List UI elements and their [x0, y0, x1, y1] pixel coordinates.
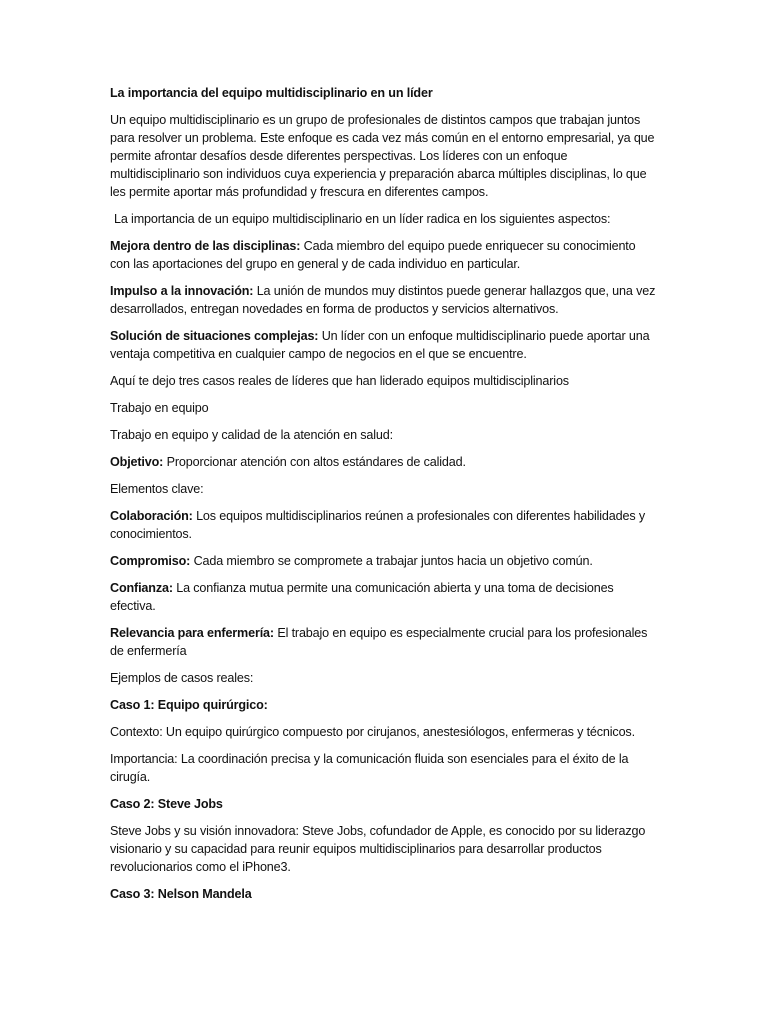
case2-text: Steve Jobs y su visión innovadora: Steve Jobs, cofundador de Apple, es conocido por su liderazgo visionario y su capacidad para reunir equipos multidisciplinarios para desarrollar productos revolucionarios como el iPhone3.	[110, 824, 646, 874]
aspect-paragraph-solutions	[110, 327, 658, 363]
key-element-text: Los equipos multidisciplinarios reúnen a profesionales con diferentes habilidades y conocimientos.	[110, 509, 645, 541]
key-element-nursing	[110, 624, 658, 660]
objective-label: Objetivo:	[110, 455, 164, 469]
key-element-label: Colaboración:	[110, 509, 193, 523]
key-element-label: Relevancia para enfermería:	[110, 626, 274, 640]
aspects-intro-paragraph: La importancia de un equipo multidisciplinario en un líder radica en los siguientes aspectos:	[114, 212, 611, 226]
case1-heading: Caso 1: Equipo quirúrgico:	[110, 698, 268, 712]
aspect-label: Solución de situaciones complejas:	[110, 329, 319, 343]
objective-text: Proporcionar atención con altos estándares de calidad.	[163, 455, 466, 469]
key-element-text: La confianza mutua permite una comunicación abierta y una toma de decisiones efectiva.	[110, 581, 614, 613]
document-body	[110, 84, 658, 912]
teamwork-health-paragraph: Trabajo en equipo y calidad de la atención en salud:	[110, 428, 393, 442]
aspect-text: Cada miembro del equipo puede enriquecer su conocimiento con las aportaciones del grupo en general y de cada individuo en particular.	[110, 239, 636, 271]
key-element-trust	[110, 579, 658, 615]
cases-intro-paragraph: Aquí te dejo tres casos reales de líderes que han liderado equipos multidisciplinarios	[110, 374, 569, 388]
aspect-paragraph-innovation	[110, 282, 658, 318]
key-element-commitment	[110, 552, 658, 570]
case1-importance: Importancia: La coordinación precisa y la comunicación fluida son esenciales para el éxito de la cirugía.	[110, 752, 629, 784]
aspect-text: La unión de mundos muy distintos puede generar hallazgos que, una vez desarrollados, entregan novedades en forma de productos y servicios alternativos.	[110, 284, 656, 316]
case2-heading: Caso 2: Steve Jobs	[110, 797, 223, 811]
key-element-label: Compromiso:	[110, 554, 191, 568]
key-element-label: Confianza:	[110, 581, 173, 595]
objective-paragraph	[110, 453, 658, 471]
intro-paragraph: Un equipo multidisciplinario es un grupo de profesionales de distintos campos que trabajan juntos para resolver un problema. Este enfoque es cada vez más común en el entorno empresarial, ya que permite afrontar desafíos desde diferentes perspectivas. Los líderes con un enfoque multidisciplinario son individuos cuya experiencia y preparación abarca múltiples disciplinas, lo que les permite aportar más profundidad y frescura en diferentes campos.	[110, 113, 655, 199]
aspect-text: Un líder con un enfoque multidisciplinario puede aportar una ventaja competitiva en cualquier campo de negocios en el que se encuentre.	[110, 329, 650, 361]
document-title: La importancia del equipo multidisciplinario en un líder	[110, 86, 433, 100]
key-element-text: Cada miembro se compromete a trabajar juntos hacia un objetivo común.	[190, 554, 593, 568]
case3-heading: Caso 3: Nelson Mandela	[110, 887, 252, 901]
aspect-paragraph-improvement	[110, 237, 658, 273]
aspect-label: Impulso a la innovación:	[110, 284, 254, 298]
examples-heading: Ejemplos de casos reales:	[110, 671, 254, 685]
teamwork-heading: Trabajo en equipo	[110, 401, 209, 415]
key-element-text: El trabajo en equipo es especialmente crucial para los profesionales de enfermería	[110, 626, 648, 658]
case1-context: Contexto: Un equipo quirúrgico compuesto por cirujanos, anestesiólogos, enfermeras y técnicos.	[110, 725, 635, 739]
aspect-label: Mejora dentro de las disciplinas:	[110, 239, 301, 253]
key-elements-heading: Elementos clave:	[110, 482, 204, 496]
key-element-collaboration	[110, 507, 658, 543]
